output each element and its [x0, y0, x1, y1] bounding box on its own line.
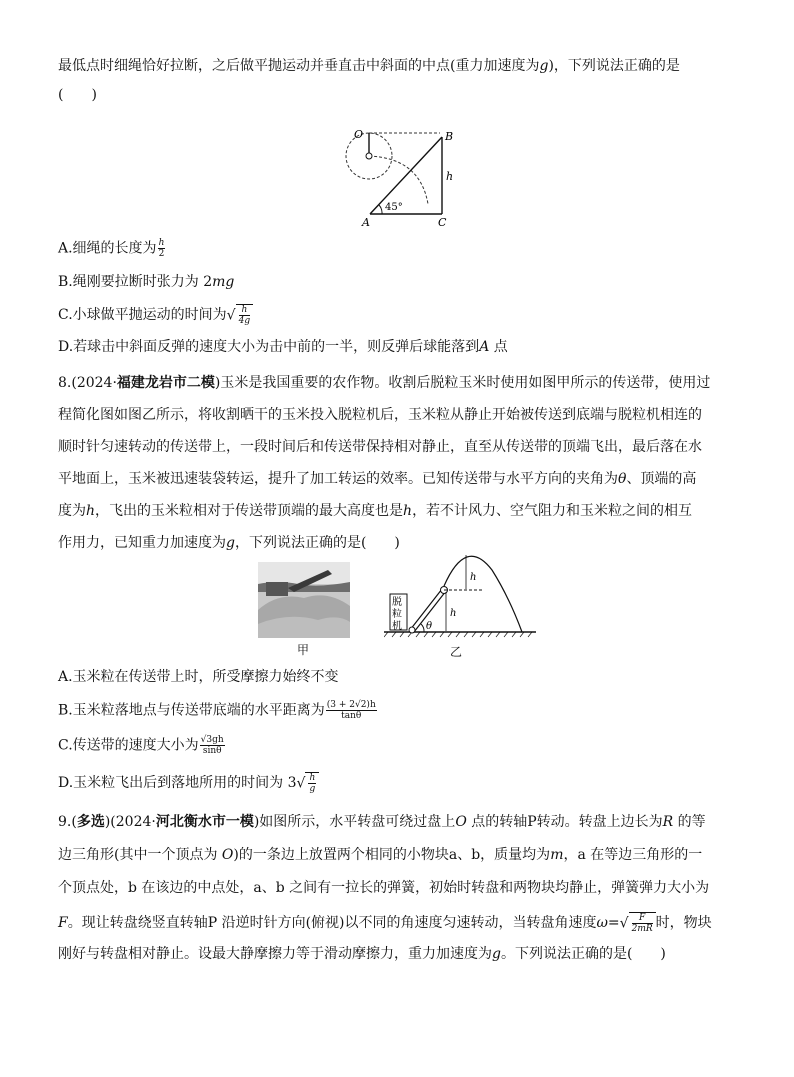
q8-stem-line-3: 顺时针匀速转动的传送带上，一段时间后和传送带保持相对静止，直至从传送带的顶端飞出，最后落在水: [58, 439, 702, 455]
source: 福建龙岩市二模: [116, 375, 215, 391]
label-C: C: [438, 216, 447, 229]
fig-yi-label: 乙: [450, 645, 463, 659]
source: 河北衡水市一模: [155, 814, 254, 830]
label-B: B: [445, 130, 454, 143]
fraction: [200, 735, 225, 756]
var: O: [455, 814, 467, 830]
thresher-label-2: 粒: [392, 609, 402, 620]
num: √3gh: [200, 735, 224, 745]
var: h: [403, 503, 413, 519]
den: tanθ: [341, 711, 362, 721]
ball: [366, 153, 372, 159]
label-angle: 45°: [385, 202, 403, 213]
q7-option-a: [58, 238, 754, 259]
var-g: g: [539, 58, 549, 74]
var: O: [221, 847, 234, 863]
text: B.绳刚要拉断时张力为 2: [58, 274, 213, 290]
q8-option-c: [58, 735, 754, 756]
text: )，下列说法正确的是: [548, 58, 680, 74]
num: h: [239, 305, 251, 316]
text: )的一条边上放置两个相同的小物块a、b，质量均为: [233, 847, 551, 863]
text: A.细绳的长度为: [58, 240, 157, 257]
den: sinθ: [202, 746, 222, 756]
var: F: [58, 915, 68, 931]
label-h: h: [446, 170, 454, 183]
den: 2: [158, 249, 165, 259]
sqrt: √ $\frac{F}{2mR}$: [620, 912, 656, 934]
text: C.传送带的速度大小为: [58, 737, 199, 754]
text: )(2024·: [104, 814, 156, 830]
text: B.玉米粒落地点与传送带底端的水平距离为: [58, 702, 325, 719]
theta-arc: [421, 624, 424, 632]
q7-answer-bracket: ( ): [58, 87, 97, 103]
text: 刚好与转盘相对静止。设最大静摩擦力等于滑动摩擦力，重力加速度为: [58, 946, 492, 962]
var: θ: [618, 471, 627, 487]
thresher-label-3: 机: [392, 621, 402, 632]
text: 平地面上，玉米被迅速装袋转运，提升了加工转运的效率。已知传送带与水平方向的夹角为: [58, 471, 618, 487]
q7-figure: [330, 118, 470, 230]
text: 9.(: [58, 814, 77, 830]
text: ): [214, 375, 221, 391]
var: g: [226, 535, 235, 551]
text: 度为: [58, 503, 86, 519]
var: R: [662, 814, 674, 830]
bottom-roller: [409, 627, 415, 633]
conveyor-figure: [384, 552, 540, 640]
q8-stem-line-6: [58, 533, 754, 553]
text: ，飞出的玉米粒相对于传送带顶端的最大高度也是: [95, 503, 404, 519]
q7-option-d: [58, 337, 754, 357]
text: 作用力，已知重力加速度为: [58, 535, 226, 551]
fraction: [158, 238, 166, 259]
q7-option-b: [58, 272, 754, 292]
text: 点: [489, 339, 508, 355]
trajectory: [369, 156, 428, 204]
text: D.若球击中斜面反弹的速度大小为击中前的一半，则反弹后球能落到: [58, 339, 480, 355]
text: 。下列说法正确的是( ): [500, 946, 666, 962]
fraction: [632, 913, 653, 934]
trajectory: [444, 556, 522, 632]
text: )如图所示，水平转盘可绕过盘上: [253, 814, 456, 830]
label-h-top: h: [470, 572, 477, 583]
den: g: [309, 784, 316, 794]
q8-option-d: [58, 772, 754, 794]
var: ω=: [596, 915, 620, 931]
q9-stem-line-5: [58, 944, 754, 964]
text: 、顶端的高: [626, 471, 697, 487]
text: 时，物块: [655, 915, 712, 931]
num: (3 + 2√2)h: [326, 700, 376, 710]
label-theta: θ: [426, 621, 433, 632]
var: g: [492, 946, 501, 962]
q8-stem-line-1: [58, 373, 754, 393]
q8-stem-line-4: [58, 469, 754, 489]
text: ，下列说法正确的是( ): [234, 535, 400, 551]
text: 最低点时细绳恰好拉断，之后做平抛运动并垂直击中斜面的中点(重力加速度为: [58, 58, 540, 74]
angle-arc: [379, 205, 382, 214]
fraction: [239, 305, 251, 326]
fraction: [326, 700, 377, 721]
text: 点的转轴P转动。转盘上边长为: [466, 814, 663, 830]
sqrt: √ $\frac{h}{4g}$: [227, 304, 253, 326]
text: C.小球做平抛运动的时间为: [58, 307, 227, 323]
corn-harvester-photo: [258, 562, 350, 638]
num: h: [309, 773, 316, 783]
var: h: [86, 503, 96, 519]
den: 4g: [238, 316, 251, 326]
thresher-label-1: 脱: [392, 597, 402, 608]
q8-stem-line-5: [58, 501, 754, 521]
text: 。现让转盘绕竖直转轴P 沿逆时针方向(俯视)以不同的角速度匀速转动，当转盘角速度: [67, 915, 597, 931]
text: D.玉米粒飞出后到落地所用的时间为 3: [58, 775, 297, 791]
q9-stem-line-3: 个顶点处，b 在该边的中点处，a、b 之间有一拉长的弹簧，初始时转盘和两物块均静止，弹簧弹力大小为: [58, 880, 710, 896]
den: 2mR: [631, 924, 653, 934]
num: F: [632, 913, 653, 924]
q7-stem-line: [58, 56, 754, 76]
num: h: [158, 238, 165, 248]
ground-hatching: [384, 632, 532, 637]
q7-option-c: [58, 304, 754, 326]
text: 玉米是我国重要的农作物。收割后脱粒玉米时使用如图甲所示的传送带，使用过: [220, 375, 711, 391]
text: ，a 在等边三角形的一: [563, 847, 703, 863]
text: 边三角形(其中一个顶点为: [58, 847, 222, 863]
label-A: A: [362, 216, 370, 229]
text: 的等: [673, 814, 706, 830]
slope: [370, 137, 442, 214]
var: m: [550, 847, 564, 863]
q9-stem-line-2: [58, 845, 754, 865]
fig-jia-label: 甲: [297, 643, 310, 657]
multi-tag: 多选: [76, 814, 105, 830]
label-O: O: [354, 128, 364, 141]
label-h-bottom: h: [450, 608, 457, 619]
fraction: [308, 773, 316, 794]
q9-stem-line-1: [58, 812, 754, 832]
q8-stem-line-2: 程简化图如图乙所示，将收割晒干的玉米投入脱粒机后，玉米粒从静止开始被传送到底端与脱粒机相连的: [58, 407, 702, 423]
text: ，若不计风力、空气阻力和玉米粒之间的相互: [412, 503, 693, 519]
text: 8.(2024·: [58, 375, 117, 391]
q9-stem-line-4: [58, 912, 754, 934]
var: mg: [212, 274, 235, 290]
sqrt: √ $\frac{h}{g}$: [297, 772, 320, 794]
q8-option-b: [58, 700, 754, 721]
q8-option-a: A.玉米粒在传送带上时，所受摩擦力始终不变: [58, 669, 339, 685]
var: A: [479, 339, 490, 355]
